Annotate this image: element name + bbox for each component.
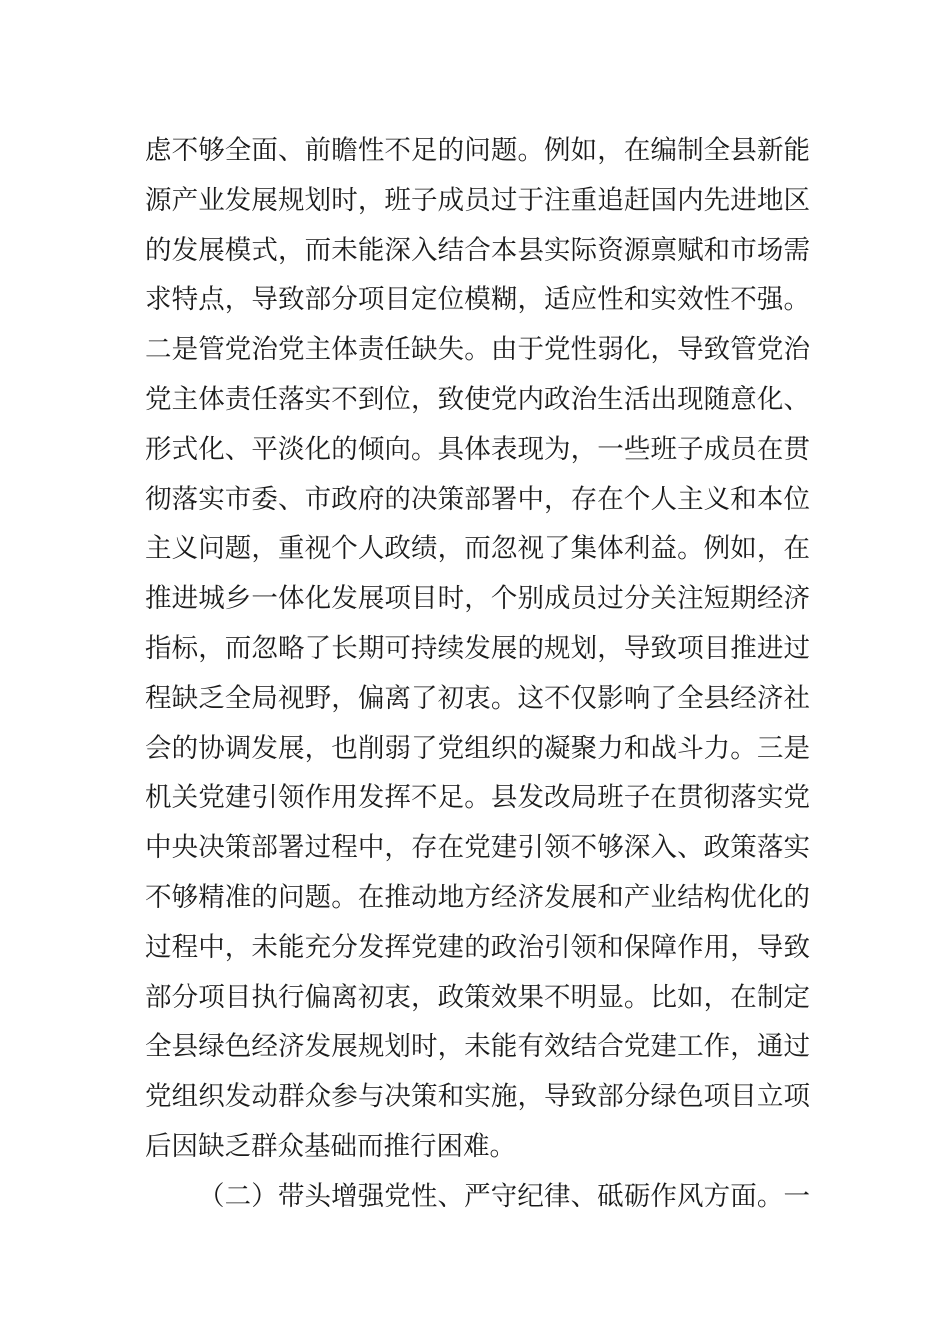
paragraph-line-7: 形式化、平淡化的倾向。具体表现为，一些班子成员在贯 <box>145 433 810 465</box>
paragraph-line-8: 彻落实市委、市政府的决策部署中，存在个人主义和本位 <box>145 483 810 515</box>
paragraph-line-20: 党组织发动群众参与决策和实施，导致部分绿色项目立项 <box>145 1081 810 1113</box>
paragraph-line-12: 程缺乏全局视野，偏离了初衷。这不仅影响了全县经济社 <box>145 682 810 714</box>
paragraph-line-14: 机关党建引领作用发挥不足。县发改局班子在贯彻落实党 <box>145 782 810 814</box>
paragraph-line-18: 部分项目执行偏离初衷，政策效果不明显。比如，在制定 <box>145 981 810 1013</box>
paragraph-line-17: 过程中，未能充分发挥党建的政治引领和保障作用，导致 <box>145 931 810 963</box>
paragraph-line-13: 会的协调发展，也削弱了党组织的凝聚力和战斗力。三是 <box>145 732 810 764</box>
paragraph-line-19: 全县绿色经济发展规划时，未能有效结合党建工作，通过 <box>145 1031 810 1063</box>
paragraph-line-5: 二是管党治党主体责任缺失。由于党性弱化，导致管党治 <box>145 334 810 366</box>
paragraph-line-10: 推进城乡一体化发展项目时，个别成员过分关注短期经济 <box>145 583 810 615</box>
paragraph-line-15: 中央决策部署过程中，存在党建引领不够深入、政策落实 <box>145 832 810 864</box>
paragraph-line-6: 党主体责任落实不到位，致使党内政治生活出现随意化、 <box>145 383 810 415</box>
paragraph-line-1: 虑不够全面、前瞻性不足的问题。例如，在编制全县新能 <box>145 135 810 166</box>
paragraph-line-21: 后因缺乏群众基础而推行困难。 <box>145 1130 516 1162</box>
paragraph-line-9: 主义问题，重视个人政绩，而忽视了集体利益。例如，在 <box>145 533 810 565</box>
paragraph-line-11: 指标，而忽略了长期可持续发展的规划，导致项目推进过 <box>145 632 810 664</box>
body-paragraph <box>145 126 810 1172</box>
section-heading: （二）带头增强党性、严守纪律、砥砺作风方面。一 <box>198 1181 810 1212</box>
paragraph-line-4: 求特点，导致部分项目定位模糊，适应性和实效性不强。 <box>145 284 810 316</box>
paragraph-line-3: 的发展模式，而未能深入结合本县实际资源禀赋和市场需 <box>145 234 810 266</box>
paragraph-line-2: 源产业发展规划时，班子成员过于注重追赶国内先进地区 <box>145 184 810 216</box>
paragraph-line-16: 不够精准的问题。在推动地方经济发展和产业结构优化的 <box>145 881 810 913</box>
